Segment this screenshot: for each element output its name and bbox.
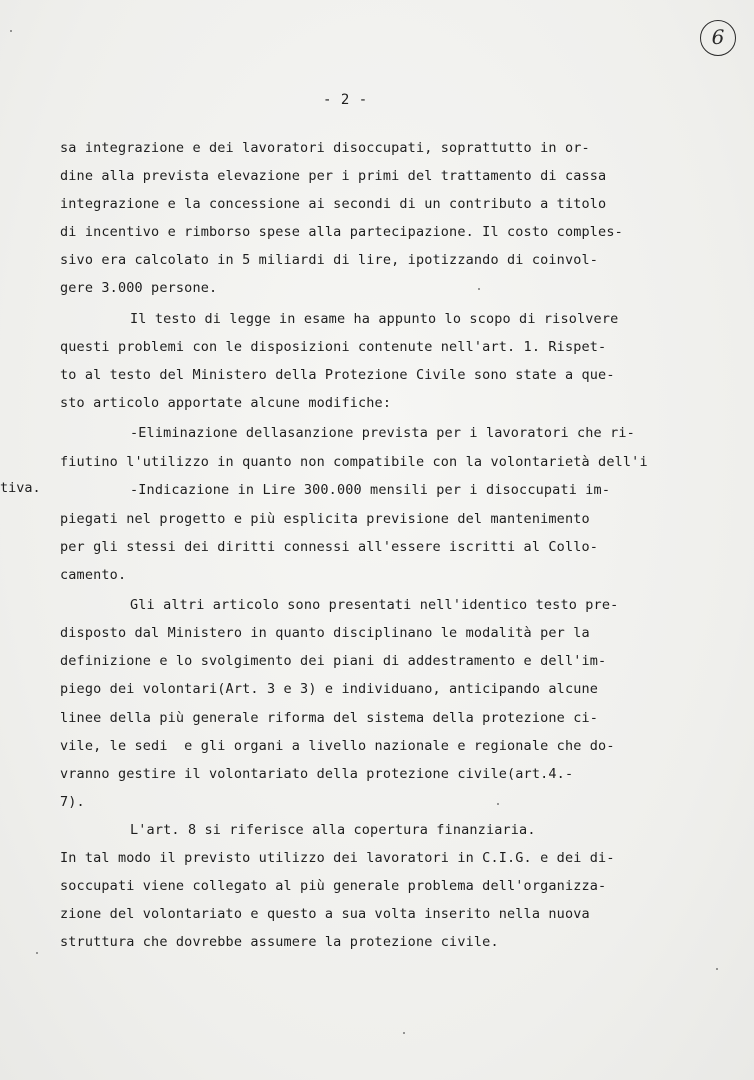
text-line: disposto dal Ministero in quanto disciplinano le modalità per la — [60, 625, 590, 641]
scan-speck — [716, 968, 718, 970]
text-line: piego dei volontari(Art. 3 e 3) e individuano, anticipando alcune — [60, 681, 599, 697]
text-line: questi problemi con le disposizioni contenute nell'art. 1. Rispet- — [60, 339, 607, 355]
page-number-stamp: 6 — [700, 20, 736, 56]
text-line: linee della più generale riforma del sistema della protezione ci- — [60, 710, 599, 726]
text-line: sto articolo apportate alcune modifiche: — [60, 395, 392, 411]
text-line: zione del volontariato e questo a sua volta inserito nella nuova — [60, 906, 590, 922]
text-line: fiutino l'utilizzo in quanto non compatibile con la volontarietà dell'i — [60, 454, 648, 470]
text-line: Gli altri articolo sono presentati nell'identico testo pre- — [130, 597, 619, 613]
scan-speck — [478, 288, 480, 290]
text-line: struttura che dovrebbe assumere la protezione civile. — [60, 934, 499, 950]
scan-speck — [10, 30, 12, 32]
margin-note: tiva. — [0, 480, 41, 496]
text-line: -Eliminazione dellasanzione prevista per i lavoratori che ri- — [130, 425, 635, 441]
text-line: to al testo del Ministero della Protezione Civile sono state a que- — [60, 367, 615, 383]
scan-speck — [36, 952, 38, 954]
text-line: gere 3.000 persone. — [60, 280, 218, 296]
text-line: di incentivo e rimborso spese alla partecipazione. Il costo comples- — [60, 224, 623, 240]
text-line: piegati nel progetto e più esplicita previsione del mantenimento — [60, 511, 590, 527]
text-line: camento. — [60, 567, 127, 583]
text-line: integrazione e la concessione ai secondi di un contributo a titolo — [60, 196, 607, 212]
page-header: - 2 - — [323, 92, 368, 108]
text-line: 7). — [60, 794, 85, 810]
text-line: dine alla prevista elevazione per i primi del trattamento di cassa — [60, 168, 607, 184]
scan-speck — [403, 1032, 405, 1034]
text-line: definizione e lo svolgimento dei piani di addestramento e dell'im- — [60, 653, 607, 669]
text-line: vile, le sedi e gli organi a livello nazionale e regionale che do- — [60, 738, 615, 754]
text-line: In tal modo il previsto utilizzo dei lavoratori in C.I.G. e dei di- — [60, 850, 615, 866]
text-line: per gli stessi dei diritti connessi all'essere iscritti al Collo- — [60, 539, 599, 555]
text-line: sa integrazione e dei lavoratori disoccupati, soprattutto in or- — [60, 140, 590, 156]
text-line: sivo era calcolato in 5 miliardi di lire, ipotizzando di coinvol- — [60, 252, 599, 268]
scan-speck — [497, 803, 499, 805]
text-line: L'art. 8 si riferisce alla copertura finanziaria. — [130, 822, 536, 838]
text-line: Il testo di legge in esame ha appunto lo scopo di risolvere — [130, 311, 619, 327]
text-line: soccupati viene collegato al più generale problema dell'organizza- — [60, 878, 607, 894]
text-line: -Indicazione in Lire 300.000 mensili per i disoccupati im- — [130, 482, 611, 498]
text-line: vranno gestire il volontariato della protezione civile(art.4.- — [60, 766, 574, 782]
